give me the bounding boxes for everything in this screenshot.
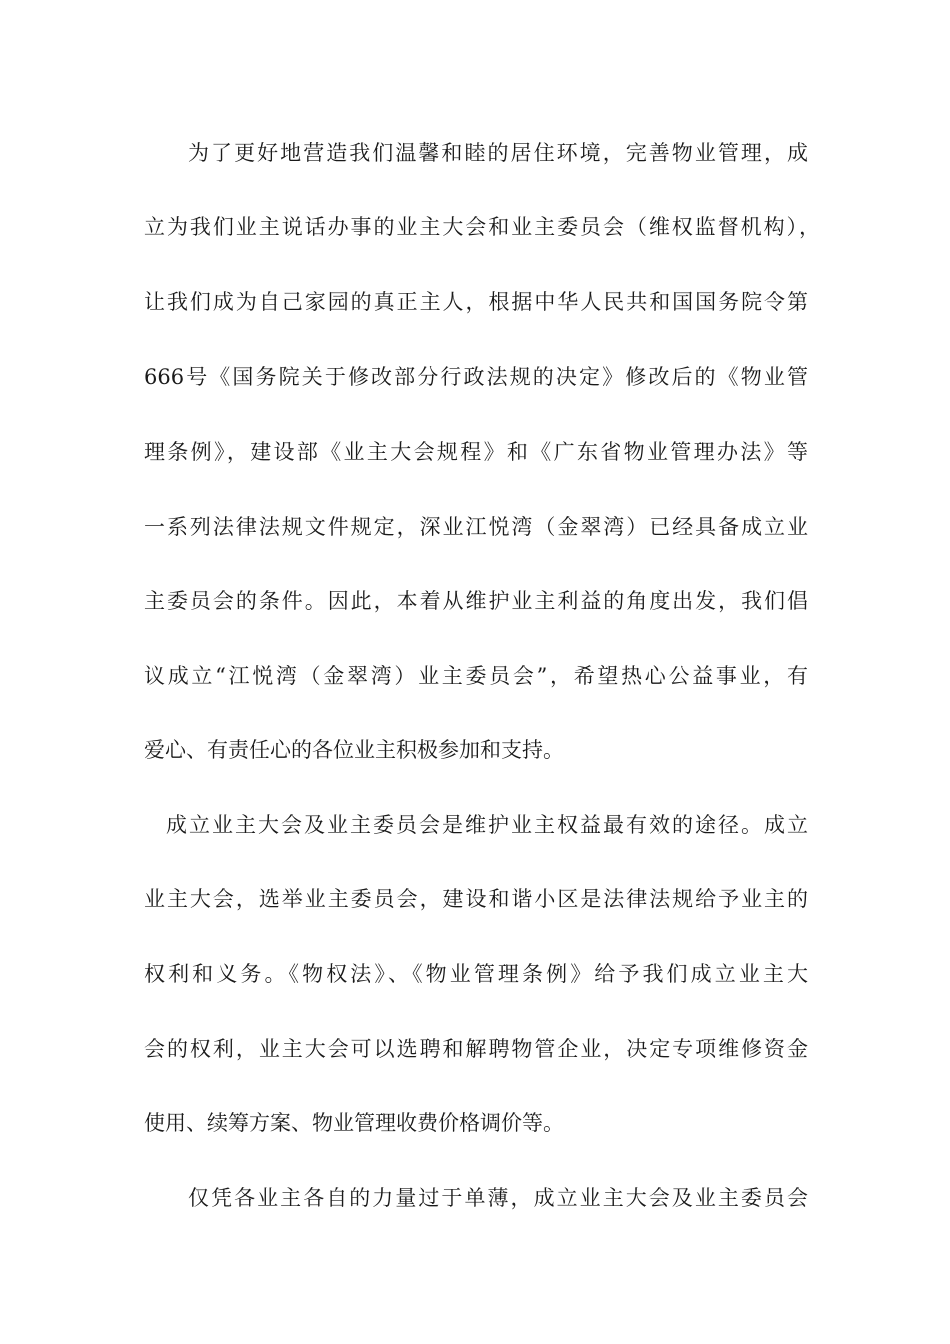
paragraph-1-line-4: 666号《国务院关于修改部分行政法规的决定》修改后的《物业管: [144, 365, 808, 389]
paragraph-2-line-5: 使用、续筹方案、物业管理收费价格调价等。: [144, 1111, 564, 1135]
paragraph-1-line-8: 议成立“江悦湾（金翠湾）业主委员会”，希望热心公益事业，有: [144, 664, 808, 688]
paragraph-1-line-7: 主委员会的条件。因此，本着从维护业主利益的角度出发，我们倡: [144, 589, 808, 613]
paragraph-1-line-1: 为了更好地营造我们温馨和睦的居住环境，完善物业管理，成: [188, 141, 808, 165]
paragraph-1-line-2: 立为我们业主说话办事的业主大会和业主委员会（维权监督机构），: [144, 215, 820, 239]
paragraph-1-line-9: 爱心、有责任心的各位业主积极参加和支持。: [144, 738, 564, 762]
paragraph-3-line-1: 仅凭各业主各自的力量过于单薄，成立业主大会及业主委员会: [188, 1186, 808, 1210]
paragraph-2-line-1: 成立业主大会及业主委员会是维护业主权益最有效的途径。成立: [166, 813, 808, 837]
paragraph-1-line-5: 理条例》，建设部《业主大会规程》和《广东省物业管理办法》等: [144, 440, 808, 464]
paragraph-2-line-2: 业主大会，选举业主委员会，建设和谐小区是法律法规给予业主的: [144, 887, 808, 911]
paragraph-1-line-3: 让我们成为自己家园的真正主人，根据中华人民共和国国务院令第: [144, 290, 808, 314]
paragraph-1-line-6: 一系列法律法规文件规定，深业江悦湾（金翠湾）已经具备成立业: [144, 515, 808, 539]
paragraph-2-line-4: 会的权利，业主大会可以选聘和解聘物管企业，决定专项维修资金: [144, 1037, 808, 1061]
paragraph-2-line-3: 权利和义务。《物权法》、《物业管理条例》给予我们成立业主大: [144, 962, 808, 986]
